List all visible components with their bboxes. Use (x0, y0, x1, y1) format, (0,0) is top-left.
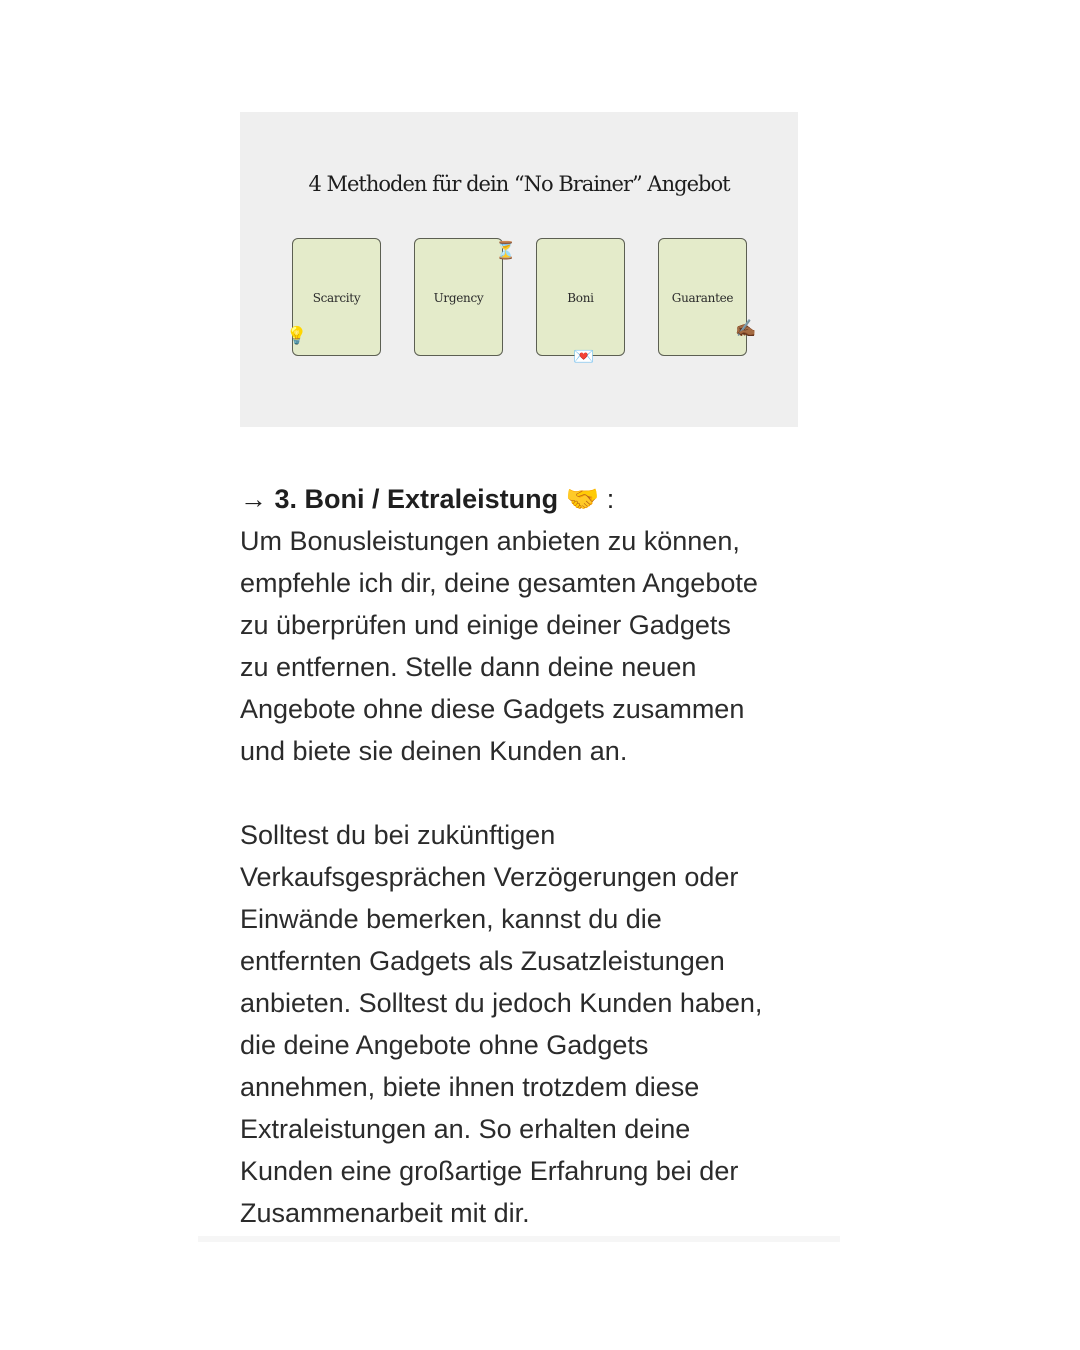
paragraph-line: Einwände bemerken, kannst du die (240, 904, 662, 934)
paragraph-line: die deine Angebote ohne Gadgets (240, 1030, 649, 1060)
paragraph-line: Angebote ohne diese Gadgets zusammen (240, 694, 745, 724)
handshake-icon: 🤝 (565, 484, 600, 514)
heading-colon: : (606, 484, 615, 514)
paragraph-line: Zusammenarbeit mit dir. (240, 1198, 530, 1228)
card-label: Urgency (433, 291, 484, 305)
paragraph-line: Solltest du bei zukünftigen (240, 820, 556, 850)
paragraph-1 (240, 520, 810, 772)
paragraph-line: und biete sie deinen Kunden an. (240, 736, 628, 766)
card-urgency (414, 238, 503, 356)
paragraph-line: entfernten Gadgets als Zusatzleistungen (240, 946, 725, 976)
section-heading (240, 478, 810, 520)
bottom-divider (198, 1236, 840, 1242)
card-label: Scarcity (312, 291, 361, 305)
writing-hand-icon: ✍🏾 (735, 319, 757, 338)
section-boni (240, 478, 810, 1234)
heading-text: 3. Boni / Extraleistung (274, 484, 559, 514)
love-letter-icon: 💌 (573, 347, 595, 366)
paragraph-line: anbieten. Solltest du jedoch Kunden haben, (240, 988, 763, 1018)
card-guarantee (658, 238, 747, 356)
card-label: Guarantee (671, 291, 734, 305)
arrow-icon: → (240, 484, 267, 514)
paragraph-spacer (240, 772, 810, 814)
graphic-title: 4 Methoden für dein “No Brainer” Angebot (308, 172, 730, 196)
paragraph-line: Kunden eine großartige Erfahrung bei der (240, 1156, 739, 1186)
methods-graphic (240, 112, 798, 427)
paragraph-line: Um Bonusleistungen anbieten zu können, (240, 526, 740, 556)
paragraph-line: Extraleistungen an. So erhalten deine (240, 1114, 691, 1144)
paragraph-line: zu überprüfen und einige deiner Gadgets (240, 610, 731, 640)
card-label: Boni (567, 291, 594, 305)
lightbulb-icon: 💡 (286, 326, 308, 345)
paragraph-line: empfehle ich dir, deine gesamten Angebote (240, 568, 758, 598)
paragraph-line: Verkaufsgesprächen Verzögerungen oder (240, 862, 739, 892)
hourglass-icon: ⏳ (495, 241, 517, 260)
paragraph-2 (240, 814, 810, 1234)
paragraph-line: zu entfernen. Stelle dann deine neuen (240, 652, 697, 682)
paragraph-line: annehmen, biete ihnen trotzdem diese (240, 1072, 700, 1102)
card-boni (536, 238, 625, 356)
